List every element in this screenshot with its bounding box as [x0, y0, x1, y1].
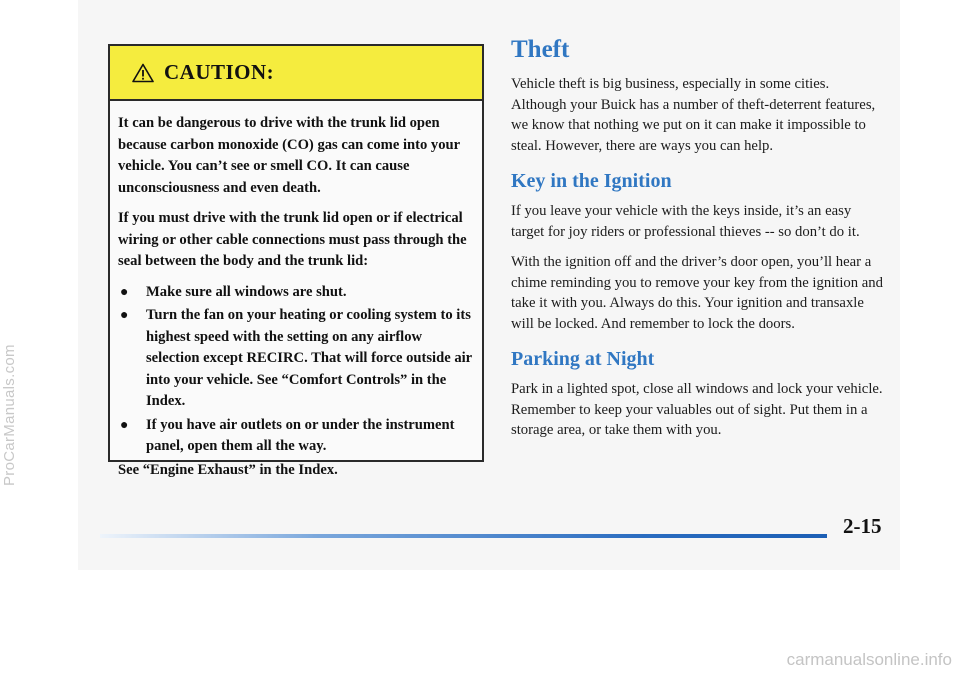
bullet-icon: ● — [120, 308, 129, 323]
list-item-text: Turn the fan on your heating or cooling system to its highest speed with the setting on any airflow selection except RECIRC. That will force outside air into your vehicle. See “Comfort Controls” in the Index. — [146, 307, 472, 409]
list-item-text: Make sure all windows are shut. — [146, 283, 347, 300]
caution-header — [110, 46, 482, 101]
side-watermark: ProCarManuals.com — [1, 344, 18, 486]
page-number: 2-15 — [843, 514, 882, 538]
key-paragraph: If you leave your vehicle with the keys inside, it’s an easy target for joy riders or professional thieves -- so don’t do it. — [511, 203, 860, 240]
caution-closing: See “Engine Exhaust” in the Index. — [118, 461, 338, 478]
bullet-icon: ● — [120, 284, 129, 300]
caution-paragraph: It can be dangerous to drive with the trunk lid open because carbon monoxide (CO) gas can come into your vehicle. You can’t see or smell CO. It can cause unconsciousness and even death. — [118, 115, 460, 196]
theft-section — [511, 36, 886, 451]
section-title: Theft — [511, 36, 570, 63]
caution-box — [108, 44, 484, 478]
list-item — [118, 282, 474, 304]
footer-rule — [100, 534, 827, 538]
caution-body — [110, 101, 482, 481]
caution-paragraph: If you must drive with the trunk lid open or if electrical wiring or other cable connections must pass through the seal between the body and the trunk lid: — [118, 210, 467, 269]
parking-paragraph: Park in a lighted spot, close all windows and lock your vehicle. Remember to keep your valuables out of sight. Put them in a storage area, or take them with you. — [511, 381, 883, 438]
bullet-icon: ● — [120, 417, 129, 433]
list-item — [118, 305, 474, 413]
list-item — [118, 415, 474, 458]
list-item-text: If you have air outlets on or under the instrument panel, open them all the way. — [146, 416, 455, 454]
key-in-ignition-heading: Key in the Ignition — [511, 170, 672, 192]
key-paragraph: With the ignition off and the driver’s door open, you’ll hear a chime reminding you to remove your key from the ignition and take it with you. Always do this. Your ignition and transaxle will be locked. And remember to lock the doors. — [511, 254, 883, 332]
parking-at-night-heading: Parking at Night — [511, 348, 655, 370]
caution-list — [118, 282, 474, 458]
warning-triangle-icon — [132, 63, 154, 83]
caution-title: CAUTION: — [164, 60, 275, 84]
bottom-watermark: carmanualsonline.info — [786, 650, 952, 669]
theft-intro: Vehicle theft is big business, especially in some cities. Although your Buick has a number of theft-deterrent features, we know that nothing we put on it can make it impossible to steal. However, there are ways you can help. — [511, 76, 876, 154]
